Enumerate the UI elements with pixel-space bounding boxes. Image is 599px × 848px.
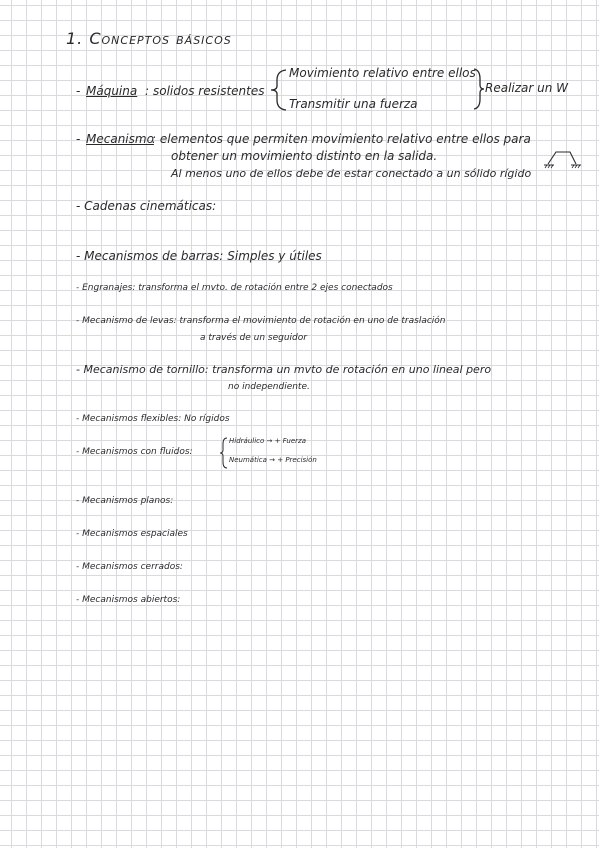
fluidos-label: - Mecanismos con fluidos:	[76, 447, 193, 457]
fluidos-brace	[219, 436, 229, 470]
fluidos-item2: Neumática → + Precisión	[229, 456, 317, 464]
abiertos-line: - Mecanismos abiertos:	[76, 595, 181, 605]
maquina-result: Realizar un W	[485, 81, 569, 95]
page-title: 1. Conceptos básicos	[66, 29, 232, 48]
mecanismo-bullet: -	[76, 132, 81, 146]
tornillo-line2: no independiente.	[228, 382, 310, 392]
mecanismo-line2: obtener un movimiento distinto en la salida.	[171, 149, 438, 163]
right-brace	[472, 67, 486, 111]
cadenas-line: - Cadenas cinemáticas:	[76, 199, 217, 213]
left-brace	[268, 68, 288, 112]
engranajes-line: - Engranajes: transforma el mvto. de rotación entre 2 ejes conectados	[76, 283, 393, 293]
levas-line2: a través de un seguidor	[200, 333, 307, 343]
mecanismo-line3: Al menos uno de ellos debe de estar conectado a un sólido rígido	[171, 167, 532, 180]
mecanismo-line1: : elementos que permiten movimiento relativo entre ellos para	[152, 132, 531, 146]
flexibles-line: - Mecanismos flexibles: No rígidos	[76, 414, 230, 424]
maquina-sep: :	[145, 84, 150, 98]
maquina-branch-top: Movimiento relativo entre ellos	[289, 66, 476, 80]
fluidos-item1: Hidráulico → + Fuerza	[229, 437, 307, 445]
maquina-term: Máquina	[86, 84, 138, 98]
cerrados-line: - Mecanismos cerrados:	[76, 562, 183, 572]
maquina-bullet: -	[76, 84, 81, 98]
espaciales-line: - Mecanismos espaciales	[76, 529, 188, 539]
linkage-sketch-icon	[542, 146, 584, 172]
mecanismo-term: Mecanismo	[86, 132, 154, 146]
barras-line: - Mecanismos de barras: Simples y útiles	[76, 249, 322, 263]
maquina-desc: solidos resistentes	[153, 84, 265, 98]
maquina-branch-bottom: Transmitir una fuerza	[289, 97, 418, 111]
levas-line1: - Mecanismo de levas: transforma el movimiento de rotación en uno de traslación	[76, 316, 446, 326]
tornillo-line1: - Mecanismo de tornillo: transforma un mvto de rotación en uno lineal pero	[76, 363, 492, 376]
planos-line: - Mecanismos planos:	[76, 496, 174, 506]
